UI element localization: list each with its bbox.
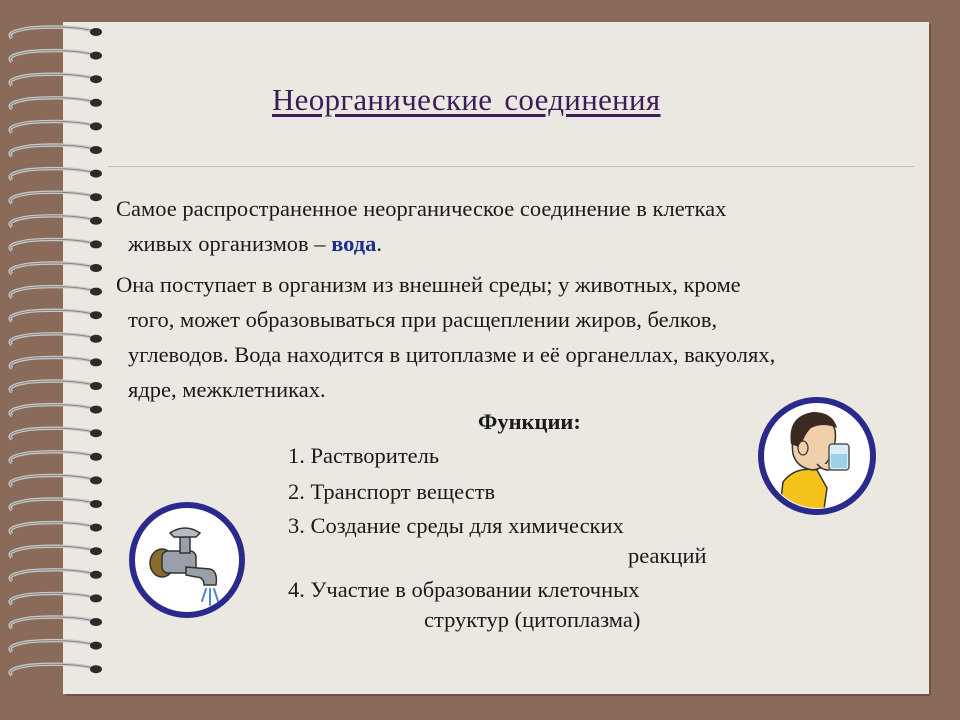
paragraph-source-line4: ядре, межклетниках. bbox=[128, 377, 326, 402]
paragraph-source-line2: того, может образовываться при расщеплении жиров, белков, bbox=[128, 307, 718, 332]
paragraph-intro-line2 bbox=[116, 226, 726, 261]
function-item-1: 1. Растворитель bbox=[288, 443, 440, 468]
paragraph-source-line1: Она поступает в организм из внешней среды; у животных, кроме bbox=[116, 272, 741, 297]
water-tap-icon bbox=[128, 501, 246, 619]
boy-drinking-water-icon bbox=[757, 396, 877, 516]
function-item-2: 2. Транспорт веществ bbox=[288, 479, 496, 504]
function-item-4-cont: структур (цитоплазма) bbox=[424, 607, 641, 632]
functions-heading: Функции: bbox=[478, 409, 581, 434]
paragraph-intro-line1: Самое распространенное неорганическое соединение в клетках bbox=[116, 196, 727, 221]
water-keyword: вода bbox=[331, 231, 377, 256]
function-item-3: 3. Создание среды для химических bbox=[288, 513, 624, 538]
function-item-4: 4. Участие в образовании клеточных bbox=[288, 577, 640, 602]
paragraph-source bbox=[116, 267, 775, 407]
function-item-3-cont: реакций bbox=[628, 543, 707, 568]
page-title: Неорганические соединения bbox=[272, 82, 661, 117]
title-divider bbox=[108, 166, 914, 167]
paragraph-source-line3: углеводов. Вода находится в цитоплазме и её органеллах, вакуолях, bbox=[128, 342, 776, 367]
paragraph-intro bbox=[116, 191, 726, 261]
line2-prefix: живых организмов – bbox=[128, 231, 332, 256]
spiral-binding-icon bbox=[0, 0, 120, 720]
line2-suffix: . bbox=[376, 231, 383, 256]
